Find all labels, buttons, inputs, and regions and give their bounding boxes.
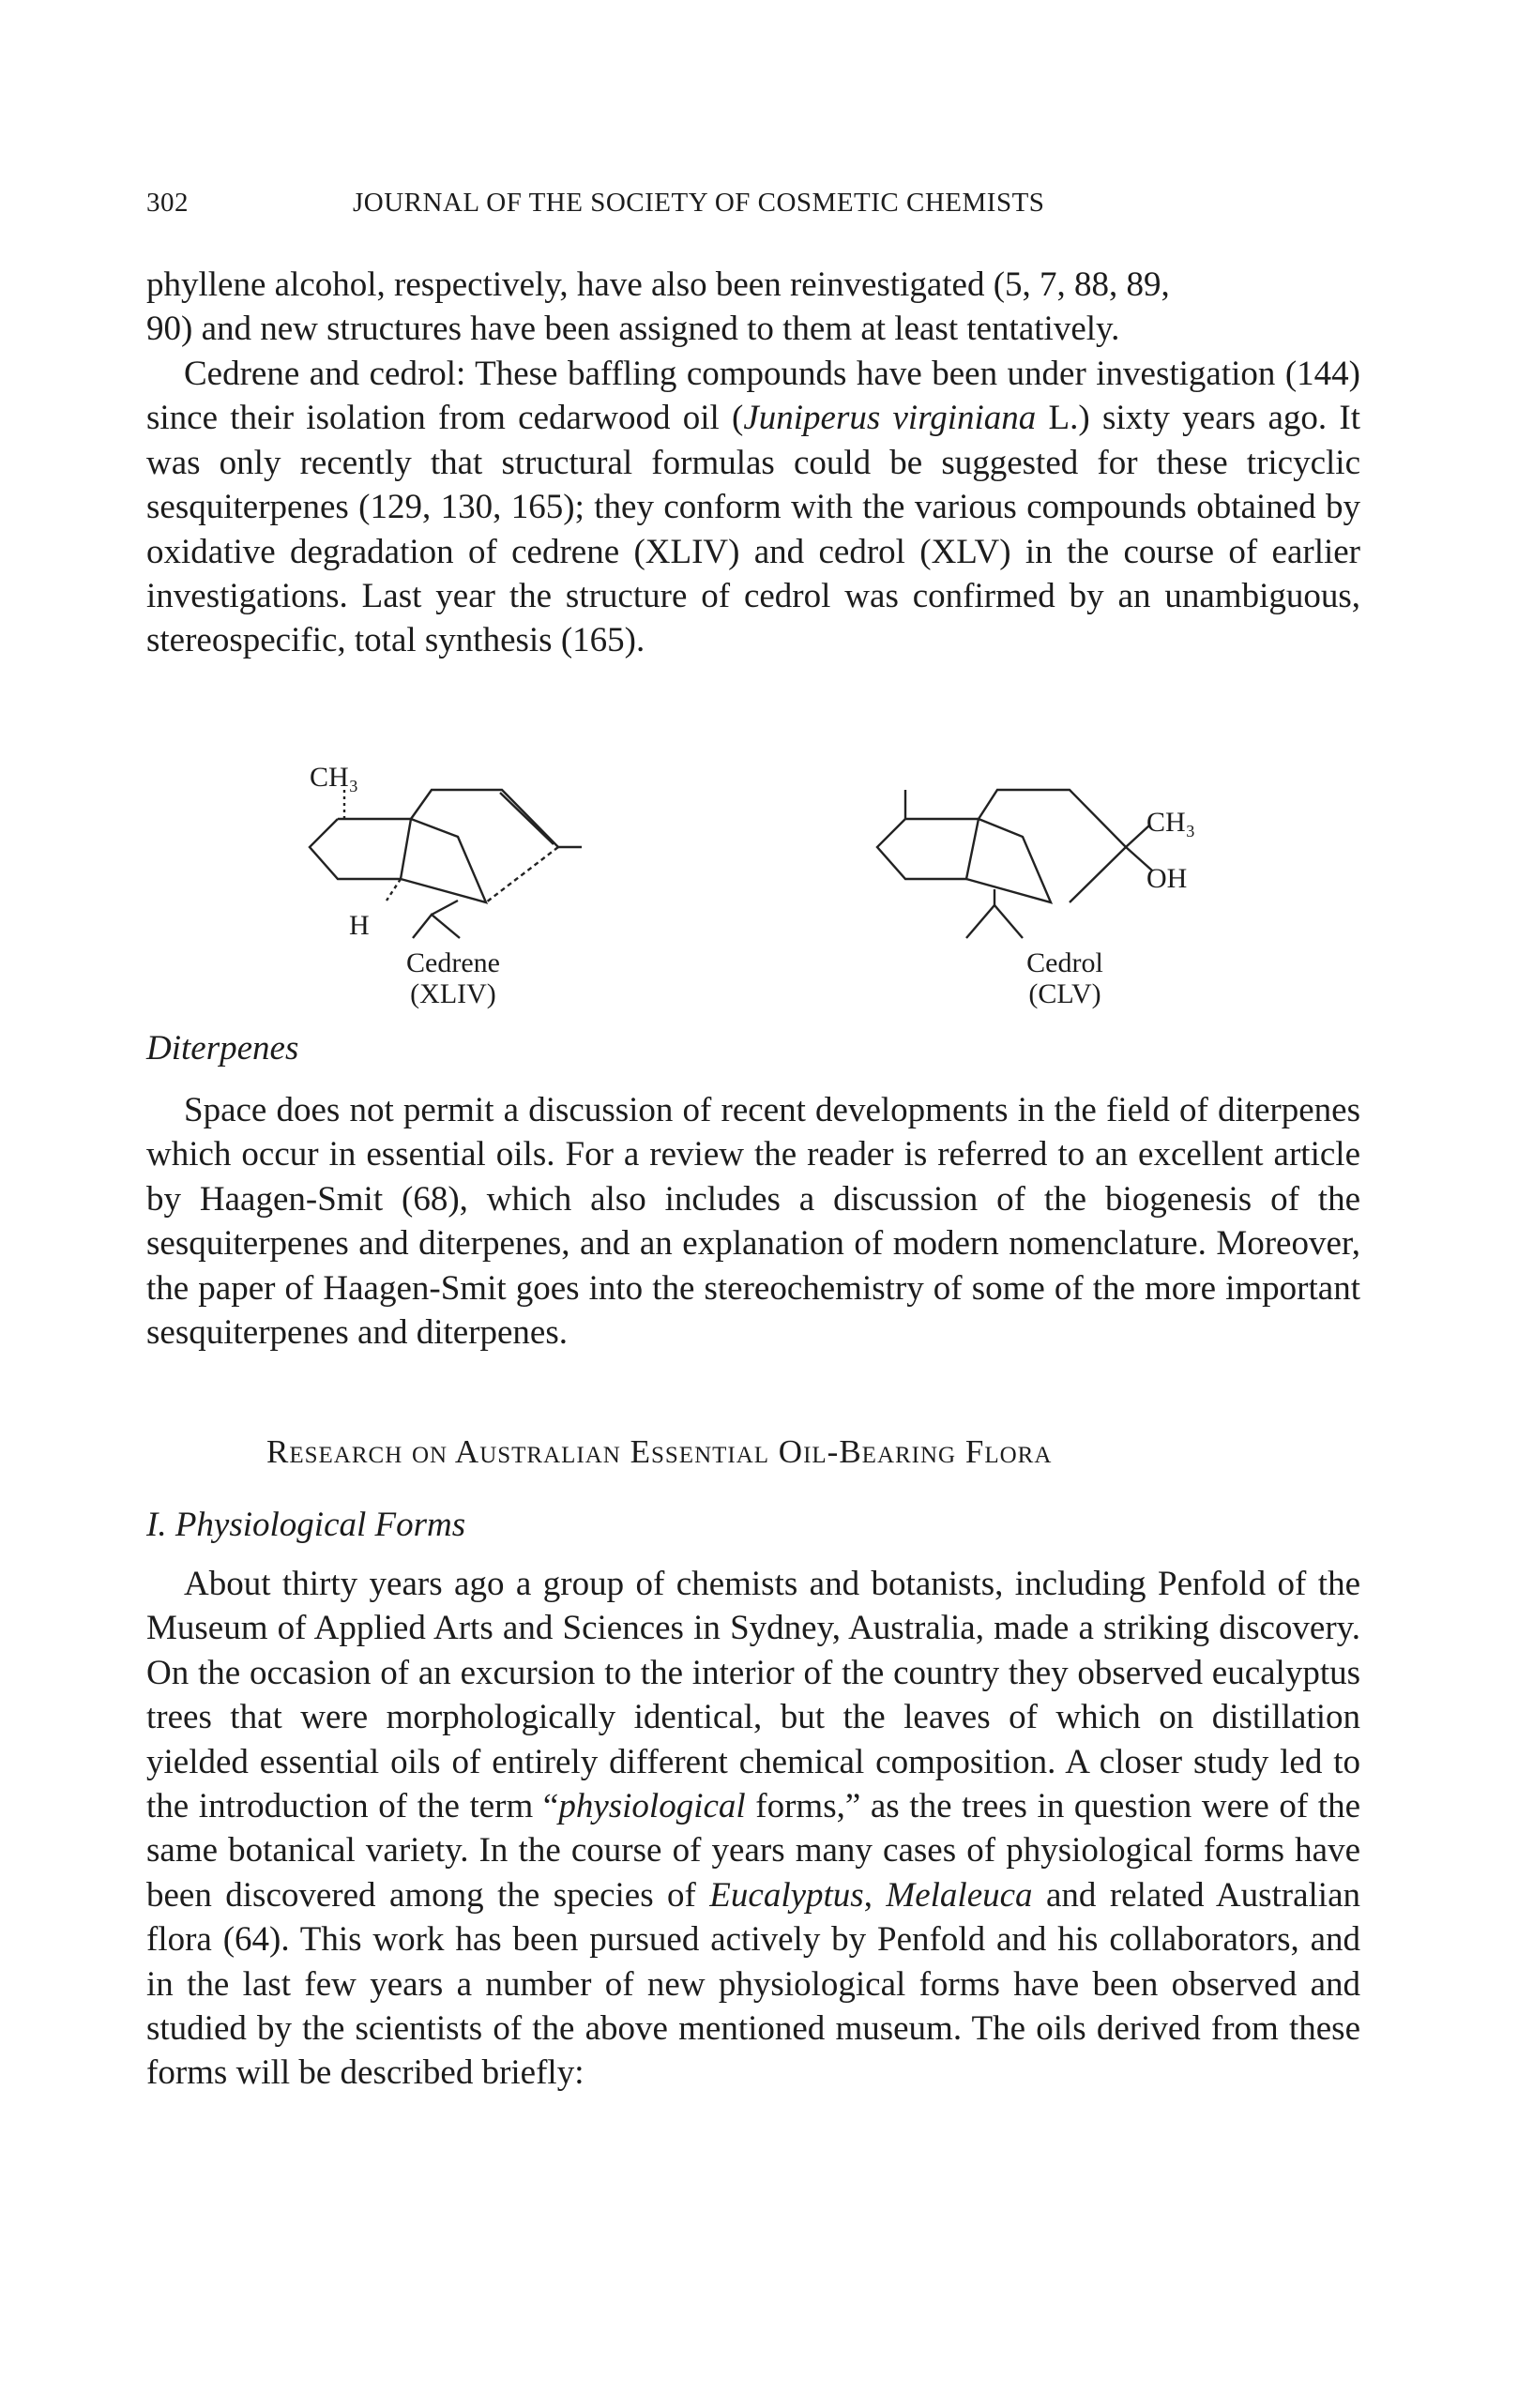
cedrene-paragraph	[146, 352, 1360, 663]
diterpenes-paragraph	[146, 1088, 1360, 1355]
cedrol-structure	[877, 790, 1152, 938]
running-header	[146, 188, 1366, 225]
journal-title: JOURNAL OF THE SOCIETY OF COSMETIC CHEMISTS	[353, 188, 1045, 218]
intro-line-2: 90) and new structures have been assigned to them at least tentatively.	[146, 310, 1120, 349]
species-name: Juniperus virginiana	[743, 399, 1037, 438]
page-number: 302	[146, 188, 189, 218]
cedrene-text	[146, 352, 1360, 663]
physiological-text	[146, 1562, 1360, 2096]
diterpenes-text: Space does not permit a discussion of recent developments in the field of diterpenes which occur in essential oils. For a review the reader is referred to an excellent article by Haagen-Smit (68), which also includes a discussion of the biogenesis of the sesquiterpenes and diterpenes, and an explanation of modern nomenclature. Moreover, the paper of Haagen-Smit goes into the stereochemistry of some of the more important sesquiterpenes and diterpenes.	[146, 1091, 1360, 1353]
cedrol-name: Cedrol	[1026, 947, 1103, 978]
physiological-text-a: About thirty years ago a group of chemists and botanists, including Penfold of the Museum of Applied Arts and Sciences in Sydney, Australia, made a striking discovery. On the occasion of an excursion to the interior of the country they observed eucalyptus trees that were morphologically identical, but the leaves of which on distillation yielded essential oils of entirely different chemical composition. A closer study led to the introduction of the term “	[146, 1565, 1360, 1826]
cedrene-ch3-label: CH₃	[310, 762, 359, 793]
physiological-text-b: forms,” as the trees in question were of the same botanical variety. In the course of years many cases of physiological forms have been discovered among the species of	[146, 1787, 1360, 1915]
cedrene-roman: (XLIV)	[410, 978, 496, 1009]
cedrene-name: Cedrene	[406, 947, 500, 978]
intro-paragraph	[146, 263, 1360, 352]
physiological-forms-heading: I. Physiological Forms	[146, 1506, 466, 1544]
cedrol-ch3-label: CH₃	[1146, 807, 1196, 838]
cedrene-h-label: H	[349, 910, 370, 941]
genus-separator: ,	[863, 1875, 887, 1915]
research-heading: Research on Australian Essential Oil-Bearing Flora	[266, 1433, 1053, 1470]
cedrol-oh-label: OH	[1146, 863, 1188, 894]
cedrene-text-lead: Cedrene and cedrol: These baffling compounds have been under investigation (144) since their isolation from cedarwood oil (	[146, 355, 1360, 438]
physiological-paragraph	[146, 1562, 1360, 2096]
cedrene-text-rest: L.) sixty years ago. It was only recently that structural formulas could be suggested for these tricyclic sesquiterpenes (129, 130, 165); they conform with the various compounds obtained by oxidative degradation of cedrene (XLIV) and cedrol (XLV) in the course of earlier investigations. Last year the structure of cedrol was confirmed by an unambiguous, stereospecific, total synthesis (165).	[146, 399, 1360, 660]
diterpenes-heading: Diterpenes	[146, 1029, 299, 1068]
genus-eucalyptus: Eucalyptus	[709, 1875, 864, 1915]
genus-melaleuca: Melaleuca	[886, 1875, 1033, 1915]
cedrol-roman: (CLV)	[1028, 978, 1101, 1009]
physiological-text-c: and related Australian flora (64). This work has been pursued actively by Penfold and his collaborators, and in the last few years a number of new physiological forms have been observed and studied by the scientists of the above mentioned museum. The oils derived from these forms will be described briefly:	[146, 1875, 1361, 2093]
intro-line-1: phyllene alcohol, respectively, have also been reinvestigated (5, 7, 88, 89,	[146, 265, 1170, 304]
term-physiological: physiological	[558, 1787, 746, 1826]
